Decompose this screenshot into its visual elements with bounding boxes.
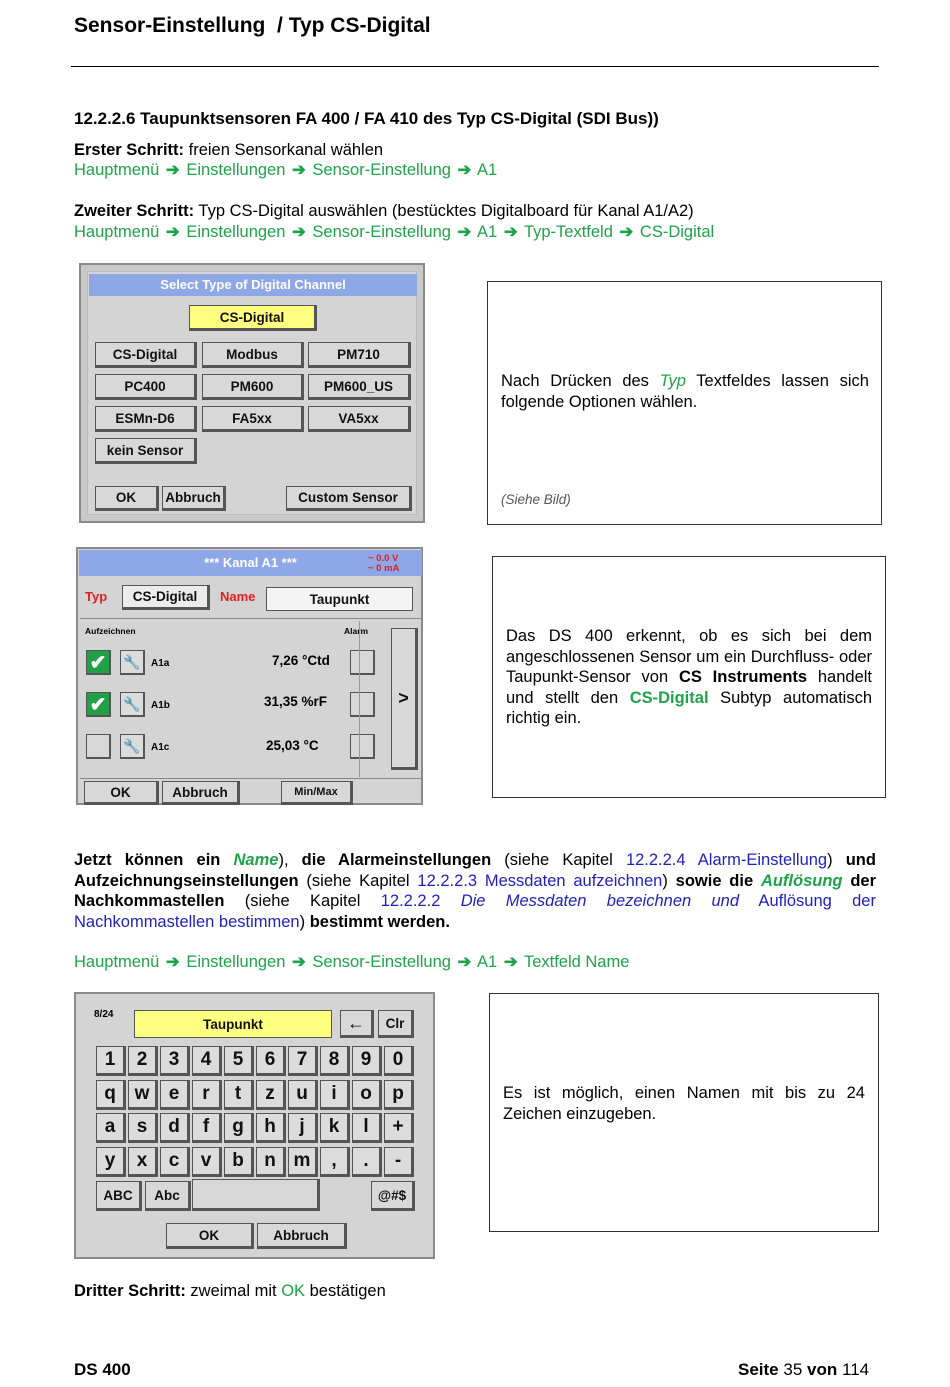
uppercase-key[interactable]: ABC [96,1181,142,1211]
next-page-button[interactable]: > [391,628,418,770]
keyboard-key[interactable]: n [256,1147,286,1177]
arrow-right-icon: ➔ [503,223,518,241]
brand-name: CS Instruments [678,668,808,686]
arrow-right-icon: ➔ [619,223,634,241]
arrow-right-icon: ➔ [292,161,306,179]
arrow-right-icon: ➔ [457,161,472,179]
symbols-key[interactable]: @#$ [371,1181,415,1211]
option-no-sensor[interactable]: kein Sensor [95,438,197,464]
para-text: bestimmt werden. [309,912,450,931]
alarm-checkbox-a1a[interactable] [350,650,375,675]
keyboard-key[interactable]: d [160,1113,190,1143]
arrow-right-icon: ➔ [165,161,180,179]
alarm-checkbox-a1b[interactable] [350,692,375,717]
option-fa5xx[interactable]: FA5xx [202,406,304,432]
keyboard-key[interactable]: y [96,1147,126,1177]
keyboard-key[interactable]: 3 [160,1046,190,1076]
selected-type-field[interactable]: CS-Digital [189,305,317,331]
ok-button[interactable]: OK [95,486,159,511]
row-value: 7,26 °Ctd [272,653,330,668]
section-heading: 12.2.2.6 Taupunktsensoren FA 400 / FA 410 des Typ CS-Digital (SDI Bus)) [74,109,659,128]
footer-text: Seite [738,1360,779,1379]
keyboard-key[interactable]: j [288,1113,318,1143]
para-text: (siehe Kapitel [491,851,626,869]
keyboard-key[interactable]: 5 [224,1046,254,1076]
info-text [501,371,869,412]
keyboard-key[interactable]: 9 [352,1046,382,1076]
cancel-button[interactable]: Abbruch [162,781,240,805]
name-label: Name [220,589,256,604]
ok-highlight: OK [281,1282,306,1300]
path-item: Einstellungen [186,161,286,179]
option-pm600-us[interactable]: PM600_US [308,374,411,400]
divider [359,621,360,777]
option-esmn-d6[interactable]: ESMn-D6 [95,406,197,432]
keyboard-key[interactable]: z [256,1080,286,1110]
settings-paragraph [74,850,876,932]
record-checkbox-a1a[interactable]: ✔ [86,650,111,675]
info-box-name-length [489,993,879,1232]
chapter-link[interactable]: 12.2.2.3 Messdaten aufzeichnen [417,871,663,890]
resolution-highlight: Auflösung [760,871,843,890]
path-item: Sensor-Einstellung [312,953,451,971]
keyboard-key[interactable]: r [192,1080,222,1110]
capitalize-key[interactable]: Abc [145,1181,191,1211]
divider [80,778,421,779]
footer-product: DS 400 [74,1360,131,1379]
row-value: 25,03 °C [266,738,319,753]
page-header-title: Sensor-Einstellung / Typ CS-Digital [74,14,431,37]
arrow-right-icon: ➔ [165,223,180,241]
char-counter: 8/24 [94,1009,114,1020]
minmax-button[interactable]: Min/Max [281,781,353,805]
step3-text: zweimal mit [185,1282,282,1300]
para-text: die Alarmeinstellungen [301,851,492,869]
channel-title: *** Kanal A1 *** [204,555,297,570]
keyboard-key[interactable]: - [384,1147,414,1177]
keyboard-key[interactable]: x [128,1147,158,1177]
arrow-right-icon: ➔ [292,953,306,971]
keyboard-key[interactable]: q [96,1080,126,1110]
path-item: Sensor-Einstellung [312,161,451,179]
name-highlight: Name [233,851,279,869]
keyboard-key[interactable]: 4 [192,1046,222,1076]
keyboard-key[interactable]: e [160,1080,190,1110]
para-text: und Aufzeichnungseinstellungen [74,851,876,890]
info-text-part: Textfeldes lassen sich folgende Optionen wählen. [501,372,869,411]
step1-path [74,160,497,181]
keyboard-key[interactable]: . [352,1147,382,1177]
option-pc400[interactable]: PC400 [95,374,197,400]
keyboard-key[interactable]: 7 [288,1046,318,1076]
row-id: A1c [151,742,170,753]
current-readout: ~ 0 mA [368,563,400,574]
keyboard-key[interactable]: 0 [384,1046,414,1076]
arrow-right-icon: ➔ [503,953,518,971]
keyboard-key[interactable]: 2 [128,1046,158,1076]
footer-text: von [807,1360,838,1379]
step1-label: Erster Schritt: [74,141,185,159]
name-keyboard-screen [74,992,435,1259]
info-text-part: Nach Drücken des [501,372,660,390]
keyboard-key[interactable]: 8 [320,1046,350,1076]
path-item: Typ-Textfeld [523,223,613,241]
footer-page-number [738,1360,869,1380]
step2-text: Typ CS-Digital auswählen (bestücktes Digitalboard für Kanal A1/A2) [194,202,694,220]
step3-line [74,1281,386,1302]
option-pm600[interactable]: PM600 [202,374,304,400]
option-va5xx[interactable]: VA5xx [308,406,411,432]
name-input[interactable]: Taupunkt [134,1010,332,1038]
keyboard-key[interactable]: b [224,1147,254,1177]
row-value: 31,35 %rF [264,694,328,709]
option-modbus[interactable]: Modbus [202,342,304,368]
para-text: ) [299,912,310,931]
path-item: A1 [477,953,498,971]
keyboard-key[interactable]: u [288,1080,318,1110]
wrench-icon[interactable]: 🔧 [120,734,145,759]
subtype-highlight: CS-Digital [629,688,709,707]
keyboard-key[interactable]: v [192,1147,222,1177]
keyboard-key[interactable]: c [160,1147,190,1177]
info-text [506,626,872,729]
current-page: 35 [783,1360,803,1379]
para-text: ) [827,851,846,869]
keyboard-key[interactable]: p [384,1080,414,1110]
signal-readout [368,554,399,574]
custom-sensor-button[interactable]: Custom Sensor [286,486,412,511]
keyboard-key[interactable]: f [192,1113,222,1143]
option-cs-digital[interactable]: CS-Digital [95,342,197,368]
name-field-path [74,952,629,973]
arrow-right-icon: ➔ [457,223,472,241]
path-item: Hauptmenü [74,223,160,241]
step1-text: freien Sensorkanal wählen [184,141,384,159]
record-label: Aufzeichnen [85,626,136,636]
keyboard-key[interactable]: o [352,1080,382,1110]
keyboard-key[interactable]: 6 [256,1046,286,1076]
path-item: Textfeld Name [523,953,630,971]
para-text: (siehe Kapitel [298,871,418,890]
arrow-right-icon: ➔ [292,223,306,241]
keyboard-key[interactable]: , [320,1147,350,1177]
keyboard-key[interactable]: s [128,1113,158,1143]
arrow-right-icon: ➔ [165,953,180,971]
space-key[interactable] [192,1179,320,1211]
clear-button[interactable]: Clr [378,1010,414,1038]
para-text: der Nachkommastellen [74,871,876,910]
keyboard-key[interactable]: w [128,1080,158,1110]
record-checkbox-a1c[interactable] [86,734,111,759]
alarm-checkbox-a1c[interactable] [350,734,375,759]
para-text: Jetzt können ein [74,851,234,869]
para-text: sowie die [675,871,761,890]
header-divider [71,66,879,67]
keyboard-key[interactable]: m [288,1147,318,1177]
path-item: Hauptmenü [74,161,160,179]
path-item: A1 [477,161,498,179]
name-textfield[interactable]: Taupunkt [266,587,413,611]
chapter-link[interactable]: 12.2.2.4 Alarm-Einstellung [625,851,828,869]
cancel-button[interactable]: Abbruch [162,486,226,511]
para-text: (siehe Kapitel [224,892,381,910]
path-item: CS-Digital [639,223,715,241]
cancel-button[interactable]: Abbruch [257,1223,347,1249]
path-item: Einstellungen [186,223,286,241]
backspace-button[interactable]: ← [340,1010,374,1038]
keyboard-key[interactable]: k [320,1113,350,1143]
para-text: ), [278,851,302,869]
keyboard-key[interactable]: l [352,1113,382,1143]
info-box-type-options [487,281,882,525]
screen-title: Select Type of Digital Channel [89,274,417,296]
step3-label: Dritter Schritt: [74,1282,186,1300]
info-note: (Siehe Bild) [501,492,571,507]
record-checkbox-a1b[interactable]: ✔ [86,692,111,717]
keyboard-key[interactable]: 1 [96,1046,126,1076]
info-box-auto-detect [492,556,886,798]
chapter-link[interactable]: 12.2.2.2 [380,892,461,910]
path-item: Sensor-Einstellung [312,223,451,241]
keyboard-key[interactable]: g [224,1113,254,1143]
row-id: A1a [151,658,170,669]
info-text-part: handelt und stellt den [506,668,873,707]
total-pages: 114 [842,1360,870,1379]
alarm-label: Alarm [344,626,369,636]
keyboard-key[interactable]: t [224,1080,254,1110]
typ-textfield[interactable]: CS-Digital [122,585,210,610]
step1-line [74,140,383,161]
ok-button[interactable]: OK [166,1223,254,1249]
option-pm710[interactable]: PM710 [308,342,411,368]
path-item: Hauptmenü [74,953,160,971]
typ-label: Typ [85,589,108,604]
chapter-link[interactable]: Die Messdaten bezeichnen und [460,892,740,910]
info-text: Es ist möglich, einen Namen mit bis zu 24 Zeichen einzugeben. [503,1084,865,1123]
wrench-icon[interactable]: 🔧 [120,692,145,717]
channel-a1-screen [76,547,423,805]
keyboard-key[interactable]: h [256,1113,286,1143]
info-text-part: Das DS 400 erkennt, ob es sich bei dem angeschlossenen Sensor um ein Durchfluss- oder Taupunkt-Sensor von [506,627,872,686]
path-item: Einstellungen [186,953,286,971]
step2-label: Zweiter Schritt: [74,202,195,220]
info-text-part: Subtyp automatisch richtig ein. [506,688,872,727]
step2-line [74,201,694,222]
digital-channel-screen [79,263,425,523]
typ-highlight: Typ [659,372,686,390]
chapter-link[interactable]: Auflösung der Nachkommastellen bestimmen [74,892,876,931]
step2-path [74,222,714,243]
keyboard-key[interactable]: i [320,1080,350,1110]
step3-text: bestätigen [305,1282,386,1300]
para-text: ) [662,871,676,890]
voltage-readout: ~ 0.0 V [368,553,399,564]
path-item: A1 [477,223,498,241]
keyboard-key[interactable]: + [384,1113,414,1143]
row-id: A1b [151,700,170,711]
arrow-right-icon: ➔ [457,953,472,971]
keyboard-key[interactable]: a [96,1113,126,1143]
wrench-icon[interactable]: 🔧 [120,650,145,675]
divider [80,618,421,619]
ok-button[interactable]: OK [84,781,159,805]
